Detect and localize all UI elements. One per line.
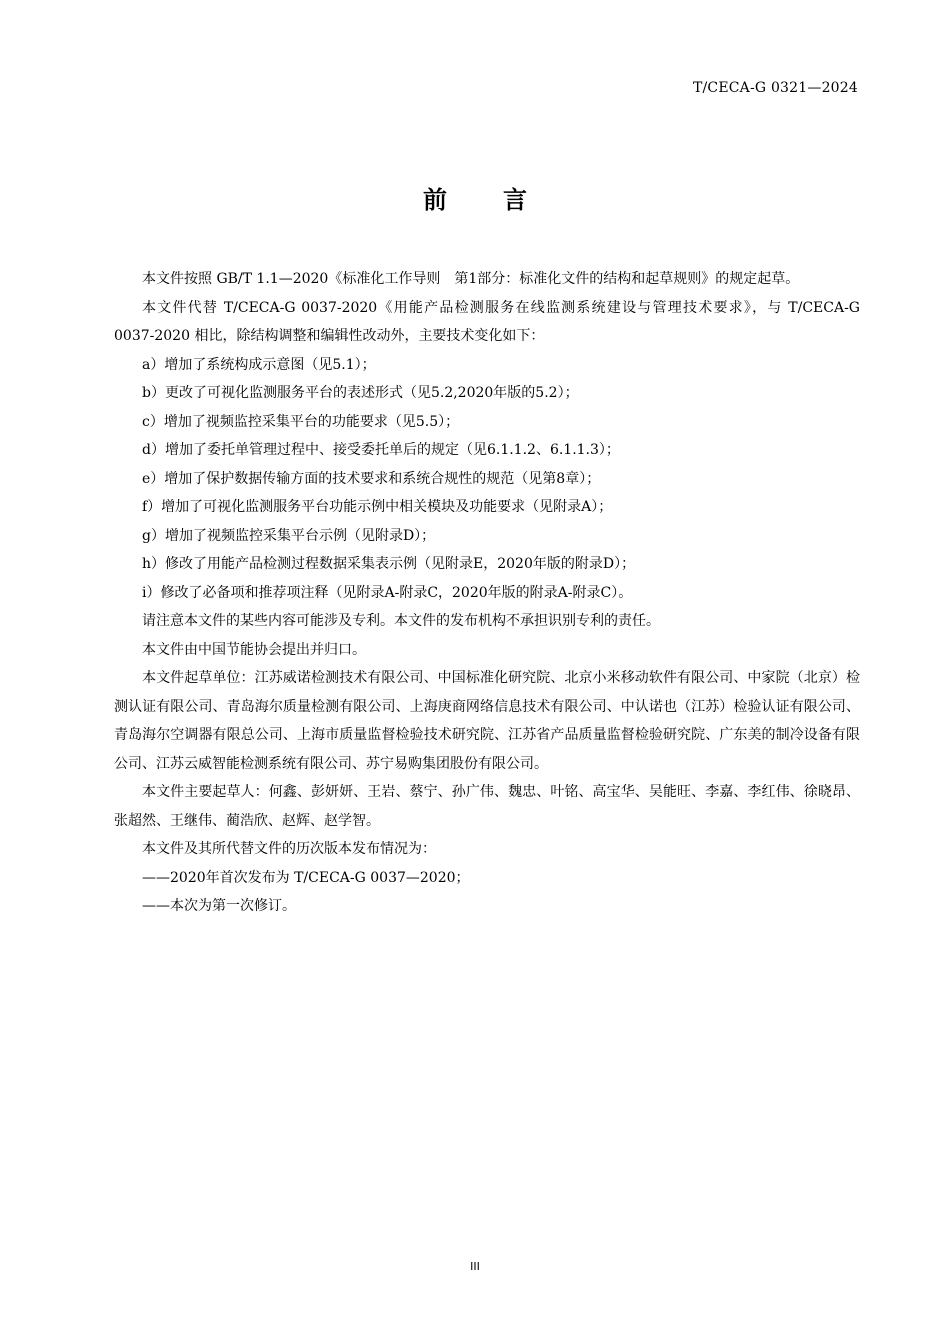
list-item: h）修改了用能产品检测过程数据采集表示例（见附录E，2020年版的附录D）； <box>142 556 636 572</box>
history-list <box>114 864 860 921</box>
paragraph-version-history: 本文件及其所代替文件的历次版本发布情况为： <box>142 841 436 857</box>
page-number: III <box>470 1260 480 1273</box>
document-code: T/CECA-G 0321—2024 <box>692 80 858 96</box>
paragraph-proposer: 本文件由中国节能协会提出并归口。 <box>142 641 366 658</box>
paragraph-drafting-units: 本文件起草单位：江苏威诺检测技术有限公司、中国标准化研究院、北京小米移动软件有限公司、中家院（北京）检测认证有限公司、青岛海尔质量检测有限公司、上海庚商网络信息技术有限公司、中认诺也（江苏）检验认证有限公司、青岛海尔空调器有限总公司、上海市质量监督检验技术研究院、江苏省产品质量监督检验研究院、广东美的制冷设备有限公司、江苏云威智能检测系统有限公司、苏宁易购集团股份有限公司。 <box>114 670 860 772</box>
list-item: d）增加了委托单管理过程中、接受委托单后的规定（见6.1.1.2、6.1.1.3）； <box>142 442 620 458</box>
list-item: i）修改了必备项和推荐项注释（见附录A-附录C，2020年版的附录A-附录C）。 <box>142 584 633 601</box>
history-item: ——本次为第一次修订。 <box>142 898 296 914</box>
history-item: ——2020年首次发布为 T/CECA-G 0037—2020； <box>142 869 470 886</box>
foreword-body <box>114 265 860 921</box>
paragraph-replacement: 本文件代替 T/CECA-G 0037-2020《用能产品检测服务在线监测系统建设与管理技术要求》，与 T/CECA-G 0037-2020 相比，除结构调整和编辑性改动外，主要技术变化如下： <box>114 299 860 344</box>
list-item: c）增加了视频监控采集平台的功能要求（见5.5）； <box>142 413 460 430</box>
paragraph-drafting-rules: 本文件按照 GB/T 1.1—2020《标准化工作导则 第1部分：标准化文件的结构和起草规则》的规定起草。 <box>142 271 800 287</box>
list-item: a）增加了系统构成示意图（见5.1）； <box>142 356 376 373</box>
list-item: g）增加了视频监控采集平台示例（见附录D）； <box>142 527 436 544</box>
paragraph-patent-notice: 请注意本文件的某些内容可能涉及专利。本文件的发布机构不承担识别专利的责任。 <box>142 613 660 629</box>
list-item: f）增加了可视化监测服务平台功能示例中相关模块及功能要求（见附录A）； <box>142 499 613 515</box>
list-item: b）更改了可视化监测服务平台的表述形式（见5.2,2020年版的5.2）； <box>142 385 579 401</box>
list-item: e）增加了保护数据传输方面的技术要求和系统合规性的规范（见第8章）； <box>142 470 601 487</box>
changes-list <box>114 351 860 608</box>
paragraph-drafters: 本文件主要起草人：何鑫、彭妍妍、王岩、蔡宁、孙广伟、魏忠、叶铭、高宝华、吴能旺、李嘉、李红伟、徐晓昂、张超然、王继伟、蔺浩欣、赵辉、赵学智。 <box>114 784 860 829</box>
page-title: 前言 <box>423 185 583 214</box>
